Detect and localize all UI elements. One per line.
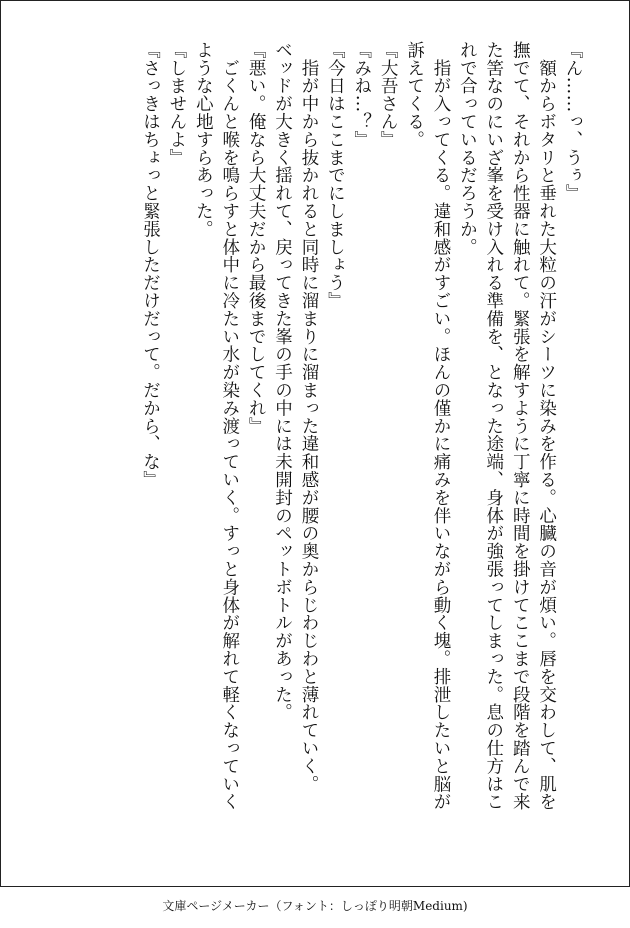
text-line: 『ん……っ、うぅ』 (563, 41, 583, 203)
text-line: 『みね…？』 (351, 41, 372, 149)
text-line: た筈なのにいざ峯を受け入れる準備を、となった途端、身体が強張ってしまった。息の仕方はこ (483, 41, 504, 811)
vertical-text-body (46, 41, 586, 856)
text-line: 撫でて、それから性器に触れて。緊張を解すように丁寧に時間を掛けてここまで段階を踏んで来 (510, 41, 531, 811)
text-line: 指が中から抜かれると同時に溜まりに溜まった違和感が腰の奥からじわじわと薄れていく。 (298, 41, 319, 793)
text-line: 指が入ってくる。違和感がすごい。ほんの僅かに痛みを伴いながら動く塊。排泄したいと脳が (430, 41, 451, 811)
text-line: 『さっきはちょっと緊張しただけだって。だから、な』 (140, 41, 161, 489)
text-line: ごくんと喉を鳴らすと体中に冷たい水が染み渡っていく。すっと身体が解れて軽くなっていく (219, 41, 240, 811)
text-line: 『悪い。俺なら大丈夫だから最後までしてくれ』 (246, 41, 267, 435)
footer-credit: 文庫ページメーカー（フォント：しっぽり明朝Medium) (162, 899, 468, 913)
text-line: ベッドが大きく揺れて、戻ってきた峯の手の中には未開封のペットボトルがあった。 (272, 41, 293, 722)
text-line: 『今日はここまでにしましょう』 (325, 41, 346, 310)
text-line: 訴えてくる。 (404, 41, 425, 149)
text-line: れで合っているだろうか。 (457, 41, 478, 256)
text-line: 『しませんよ』 (166, 41, 187, 167)
text-line: ような心地すらあった。 (193, 41, 214, 238)
text-line: 『大吾さん』 (378, 41, 399, 149)
text-line: 額からボタリと垂れた大粒の汗がシーツに染みを作る。心臓の音が煩い。唇を交わして、肌を (536, 41, 557, 811)
